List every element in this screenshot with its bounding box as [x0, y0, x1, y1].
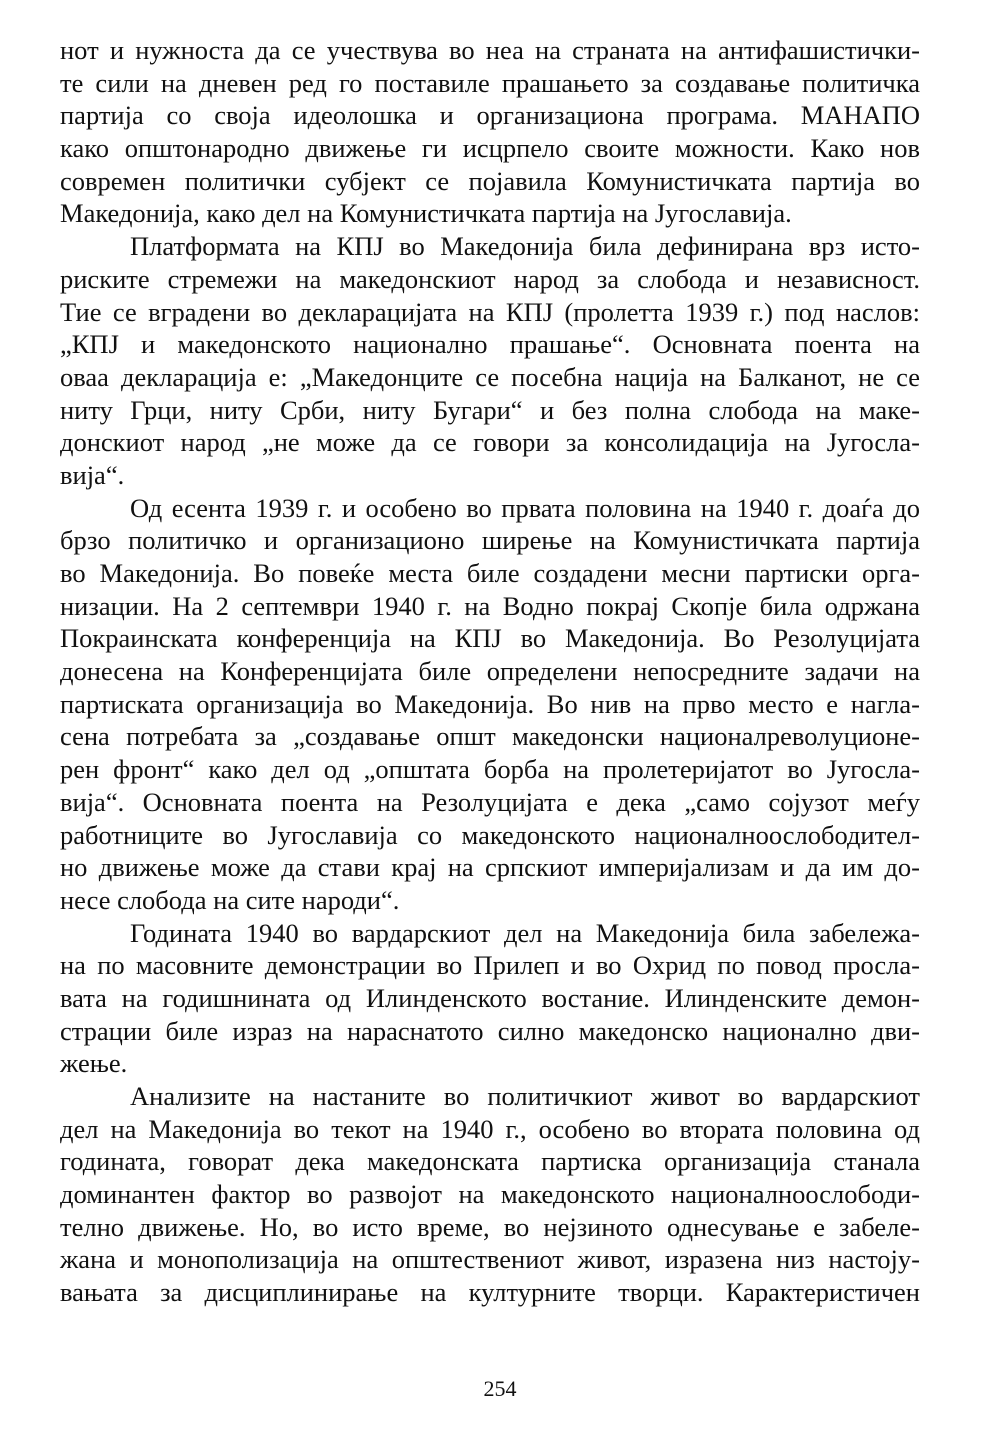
text-line: низации. На 2 септември 1940 г. на Водно покрај Скопје била одржана — [60, 590, 920, 621]
paragraph-2 — [60, 230, 920, 492]
text-line: несе слобода на сите народи“. — [60, 884, 400, 915]
text-line: на по масовните демонстрации во Прилеп и во Охрид по повод просла- — [60, 950, 920, 981]
paragraph-5 — [60, 1080, 920, 1309]
text-line: како општонародно движење ги исцрпело своите можности. Како нов — [60, 133, 920, 164]
text-line: партиската организација во Македонија. Во нив на прво место е нагла- — [60, 688, 920, 719]
text-line: ниту Грци, ниту Срби, ниту Бугари“ и без полна слобода на маке- — [60, 394, 920, 425]
text-line: нот и нужноста да се учествува во неа на страната на антифашистички- — [60, 35, 920, 65]
text-line: вата на годишнината од Илинденското востание. Илинденските демон- — [60, 982, 920, 1013]
text-line: во Македонија. Во повеќе места биле создадени месни партиски орга- — [60, 558, 920, 588]
text-line: риските стремежи на македонскиот народ за слобода и независност. — [60, 263, 920, 294]
text-line: жана и монополизација на општествениот живот, изразена низ настоју- — [60, 1244, 920, 1275]
text-line: Анализите на настаните во политичкиот живот во вардарскиот — [130, 1081, 920, 1111]
page-number: 254 — [483, 1376, 517, 1401]
text-line: дел на Македонија во текот на 1940 г., особено во втората половина од — [60, 1113, 920, 1144]
text-line: современ политички субјект се појавила Комунистичката партија во — [60, 165, 920, 196]
text-line: рен фронт“ како дел од „општата борба на пролетеријатот во Југосла- — [60, 754, 920, 785]
text-line: Од есента 1939 г. и особено во првата половина на 1940 г. доаѓа до — [130, 492, 920, 523]
text-line: донскиот народ „не може да се говори за консолидација на Југосла- — [60, 427, 920, 458]
text-line: работниците во Југославија со македонското националноослободител- — [60, 819, 920, 850]
text-line: Тие се вградени во декларацијата на КПЈ (пролетта 1939 г.) под наслов: — [60, 296, 920, 327]
text-line: те сили на дневен ред го поставиле прашањето за создавање политичка — [60, 67, 920, 98]
text-line: годината, говорат дека македонската партиска организација станала — [60, 1146, 920, 1177]
paragraph-1 — [60, 34, 920, 230]
paragraph-4 — [60, 917, 920, 1080]
text-line: брзо политичко и организационо ширење на Комунистичката партија — [60, 525, 920, 556]
text-line: Годината 1940 во вардарскиот дел на Македонија била забележа- — [130, 917, 920, 948]
text-line: партија со своја идеолошка и организациона програма. МАНАПО — [60, 100, 920, 131]
text-line: вањата за дисциплинирање на културните творци. Карактеристичен — [60, 1277, 920, 1308]
text-line: „КПЈ и македонското национално прашање“. Основната поента на — [60, 329, 920, 360]
text-line: вија“. Основната поента на Резолуцијата е дека „само сојузот меѓу — [60, 786, 920, 817]
text-line: Платформата на КПЈ во Македонија била дефинирана врз исто- — [130, 231, 920, 262]
page-body — [60, 34, 920, 1309]
text-line: вија“. — [60, 459, 125, 490]
text-line: донесена на Конференцијата биле определени непосредните задачи на — [60, 656, 920, 687]
text-line: Македонија, како дел на Комунистичката партија на Југославија. — [60, 198, 792, 229]
text-line: страции биле израз на нараснатото силно македонско национално дви- — [60, 1015, 920, 1046]
text-line: оваа декларација е: „Македонците се посебна нација на Балканот, не се — [60, 361, 920, 392]
text-line: доминантен фактор во развојот на македонското националноослободи- — [60, 1179, 920, 1210]
text-line: сена потребата за „создавање општ македонски националреволуционе- — [60, 721, 920, 752]
text-line: жење. — [60, 1048, 128, 1079]
text-line: Покраинската конференција на КПЈ во Македонија. Во Резолуцијата — [60, 623, 920, 654]
paragraph-3 — [60, 492, 920, 917]
text-line: телно движење. Но, во исто време, во нејзиното однесување е забеле- — [60, 1211, 920, 1242]
text-line: но движење може да стави крај на српскиот империјализам и да им до- — [60, 852, 920, 883]
